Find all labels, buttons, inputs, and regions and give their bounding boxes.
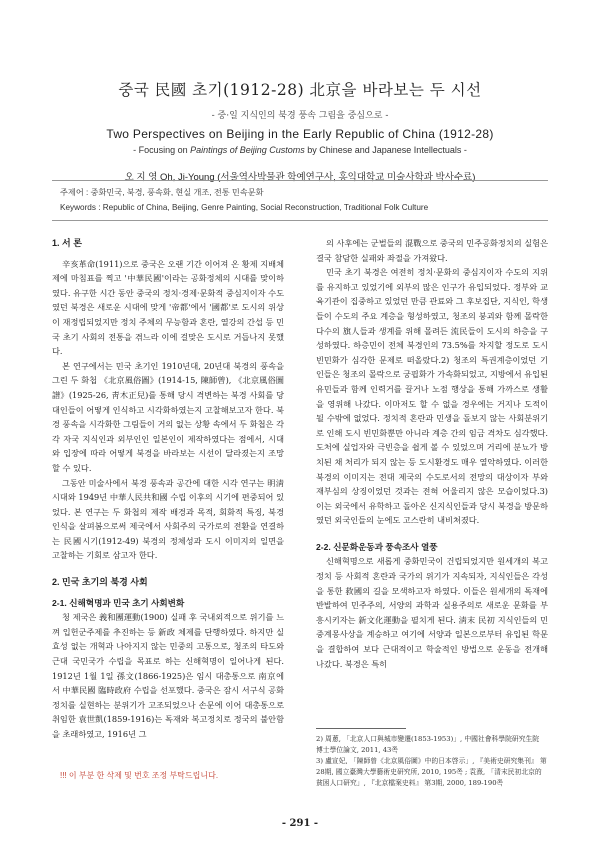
editor-notice: !!! 이 부분 한 삭제 및 번호 조정 부탁드립니다.: [60, 771, 219, 780]
paragraph: 辛亥革命(1911)으로 중국은 오랜 기간 이어져 온 황제 지배체제에 마침표를 찍고 '中華民國'이라는 공화정체의 시대를 맞이하였다. 유구한 시간 동안 중국의 정치·경제·문화적 중심지이자 수도였던 북경은 새로운 시대에 맞게 '帝都'에서 '國都'로 도시의 위상이 재정립되었지만 정치 주체의 무능함과 혼란, 열강의 간섭 등 민국 초기 사회의 전통을 겪느라 이에 걸맞은 도시로 거듭나지 못했다.: [52, 258, 284, 357]
paper-title-english: Two Perspectives on Beijing in the Early Republic of China (1912-28): [106, 127, 494, 141]
footnote-2: 2) 周蔥, 「北京人口與城市變遷(1853-1953)」, 中國社會科學院研究生院 博士學位論文, 2011, 43쪽: [316, 735, 540, 754]
subtitle-en-italic: Paintings of Beijing Customs: [190, 145, 305, 155]
section-2-2-heading: 2-2. 신문화운동과 풍속조사 열풍: [316, 541, 438, 552]
paragraph: 청 제국은 義和團運動(1900) 실패 후 국내외적으로 위기를 느껴 입헌군주제를 추진하는 등 新政 체제를 단행하였다. 하지만 실효성 없는 개혁과 나아지지 않는 민중의 고통으로, 청조의 타도와 근대 국민국가 수립을 목표로 하는 신해혁명이 일어나게 된다. 1912년 1월 1일 孫文(1866-1925)은 임시 대총통으로 南京에서 中華民國 臨時政府 수립을 선포했다. 중국은 잠시 서구식 공화정치를 실현하는 분위기가 고조되었으나 손문에 이어 대총통으로 취임한 袁世凱(1859-1916)는 독재와 복고정치로 정국의 불안함을 초래하였고, 1916년 그: [52, 612, 284, 739]
author-line: 오 지 영 Oh, Ji-Young (서울역사박물관 학예연구사, 홍익대학교 미술사학과 박사수료): [124, 172, 476, 183]
section-2-1-heading: 2-1. 신해혁명과 민국 초기 사회변화: [52, 597, 185, 608]
paper-subtitle-korean: - 중·일 지식인의 북경 풍속 그림을 중심으로 -: [211, 111, 389, 121]
footnotes: [316, 734, 548, 789]
paper-subtitle-english: [60, 145, 540, 155]
subtitle-en-suffix: by Chinese and Japanese Intellectuals -: [304, 145, 467, 155]
keywords-box: [52, 180, 548, 221]
paragraph: 본 연구에서는 민국 초기인 1910년대, 20년대 북경의 풍속을 그린 두 화첩 《北京風俗圖》(1914-15, 陳師曾), 《北京風俗圖譜》(1925-26, 靑木正兒)를 통해 당시 격변하는 북경 사회를 당대인들이 어떻게 인식하고 시각화하였는지 고찰해보고자 한다. 북경 풍속을 시각화한 그림들이 거의 없는 상황 속에서 두 화첩은 각각 자국 지식인과 외부인인 일본인이 제작하였다는 점에서, 시대와 입장에 따라 어떻게 북경을 바라보는 시선이 달라졌는지 조망할 수 있다.: [52, 360, 284, 473]
paragraph: 민국 초기 북경은 여전히 정치·문화의 중심지이자 수도의 지위를 유지하고 있었기에 외부의 많은 인구가 유입되었다. 정부와 교육기관이 집중하고 있었던 만큼 관료와 그 후보집단, 지식인, 학생들이 수도의 주요 계층을 형성하였고, 청조의 붕괴와 함께 몰락한 다수의 旗人들과 생계를 위해 몰려든 流民들이 도시의 하층을 구성하였다. 하층민이 전체 북경인의 73.5%를 차지할 정도로 도시 빈민화가 심각한 문제로 떠올랐다.2) 청조의 특권계층이었던 기인들은 청조의 몰락으로 궁핍화가 가속화되었고, 지방에서 유입된 유민들과 함께 인력거를 끌거나 노점 행상을 통해 가까스로 생활을 영위해 나갔다. 이마저도 할 수 없을 경우에는 거지나 도적이 될 수밖에 없었다. 정치적 혼란과 민생을 돌보지 않는 사회분위기로 인해 도시 빈민화뿐만 아니라 계층 간의 임금 격차도 심각했다. 도처에 실업자와 극빈층을 쉽게 볼 수 있었으며 거리에 분뇨가 방치된 채 처리가 되지 않는 등 도시환경도 매우 열악하였다. 이러한 북경의 이미지는 전대 제국의 수도로서의 전망의 대상이자 부와 재부심의 상징이었던 것과는 전혀 어울리지 않은 모습이었다.3) 이는 외국에서 유학하고 돌아온 신지식인들과 당시 북경을 방문하였던 외국인들의 눈에도 고스란히 내비쳐졌다.: [316, 267, 548, 526]
left-column: [52, 236, 284, 742]
page-number: - 291 -: [281, 818, 319, 829]
section-1-heading: 1. 서 론: [52, 238, 82, 248]
keywords-korean: 주제어 : 중화민국, 북경, 풍속화, 현실 개조, 전통 민속문화: [60, 188, 264, 197]
footnote-3: 3) 盧宣妃, 「陳師曾《北京風俗圖》中的日本啓示」, 『美術史研究集刊』 第28期, 國立臺灣大學藝術史研究所, 2010, 195쪽 ; 袁熹, 「清末民初北京的貧困人口研究」, 『北京檔案史料』 第3期, 2000, 189-190쪽: [316, 757, 547, 787]
subtitle-en-prefix: - Focusing on: [133, 145, 191, 155]
keywords-english: Keywords : Republic of China, Beijing, Genre Painting, Social Reconstruction, Traditional Folk Culture: [60, 203, 429, 212]
paragraph: 의 사후에는 군벌들의 混戰으로 중국의 민주공화정치의 실험은 결국 참담한 실패와 좌절을 가져왔다.: [316, 238, 548, 263]
paper-title-korean: 중국 民國 초기(1912-28) 北京을 바라보는 두 시선: [118, 81, 482, 99]
footnote-divider: [316, 728, 406, 729]
paragraph: 신해혁명으로 새롭게 중화민국이 건립되었지만 원세개의 복고정치 등 사회적 혼란과 국가의 위기가 지속되자, 지식인들은 각성을 통한 救國의 길을 모색하고자 하였다. 이들은 원세개의 독재에 반발하여 민주주의, 서양의 과학과 실용주의로 새로운 문화를 부흥시키자는 新文化運動을 펼치게 된다. 淸末 民初 지식인들의 민중계몽사상을 계승하고 여기에 서양과 일본으로부터 유입된 학문을 결합하여 보다 근대적이고 학술적인 방법으로 운동을 전개해 나갔다. 북경은 특히: [316, 556, 548, 669]
right-column: [316, 236, 548, 671]
section-2-heading: 2. 민국 초기의 북경 사회: [52, 577, 148, 588]
title-block: [60, 78, 540, 183]
paragraph: 그동안 미술사에서 북경 풍속과 공간에 대한 시각 연구는 明淸시대와 1949년 中華人民共和國 수립 이후의 시기에 편중되어 있었다. 본 연구는 두 화첩의 제작 배경과 목적, 회화적 특징, 북경 인식을 살펴봄으로써 제국에서 사회주의 국가로의 전환을 연결하는 民國시기(1912-49) 북경의 정체성과 도시 이미지의 일면을 고찰하는 기회로 삼고자 한다.: [52, 477, 284, 561]
